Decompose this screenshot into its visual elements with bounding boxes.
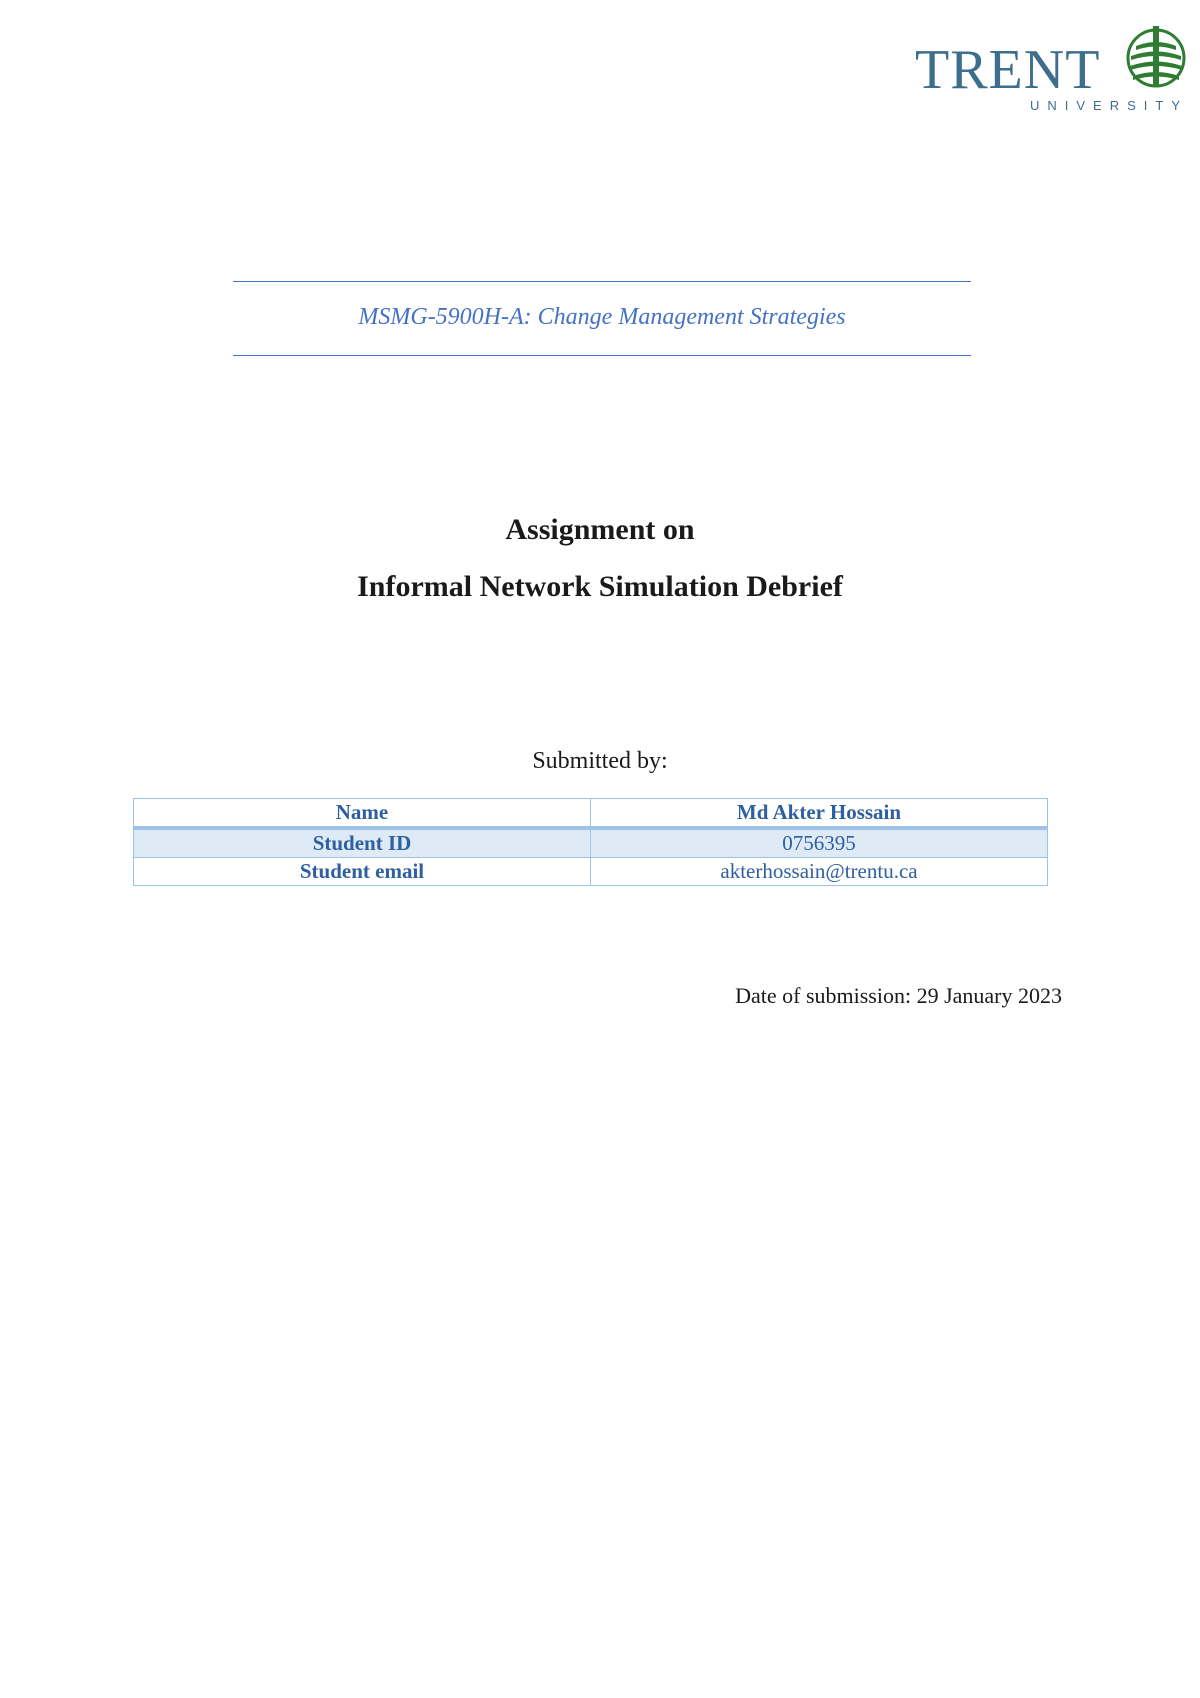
submitted-by-label: Submitted by:: [532, 748, 668, 774]
submission-date: Date of submission: 29 January 2023: [735, 983, 1062, 1008]
assignment-title-line2: Informal Network Simulation Debrief: [357, 570, 843, 603]
course-rule-bottom: [233, 355, 971, 356]
assignment-title-line1: Assignment on: [505, 513, 695, 546]
trent-tree-emblem-icon: [1124, 24, 1188, 92]
logo-subtitle: UNIVERSITY: [1030, 98, 1189, 113]
table-row: [134, 858, 1048, 886]
student-info-table: [133, 798, 1048, 886]
student-email-value: akterhossain@trentu.ca: [591, 858, 1048, 886]
table-row: [134, 799, 1048, 829]
name-label: Name: [134, 799, 591, 829]
student-id-label: Student ID: [134, 828, 591, 858]
course-rule-top: [233, 281, 971, 282]
table-row: [134, 828, 1048, 858]
logo-wordmark: TRENT: [915, 39, 1101, 101]
name-value: Md Akter Hossain: [591, 799, 1048, 829]
trent-university-logo: [915, 24, 1189, 114]
student-id-value: 0756395: [591, 828, 1048, 858]
student-email-label: Student email: [134, 858, 591, 886]
course-title: MSMG-5900H-A: Change Management Strategies: [358, 304, 846, 330]
